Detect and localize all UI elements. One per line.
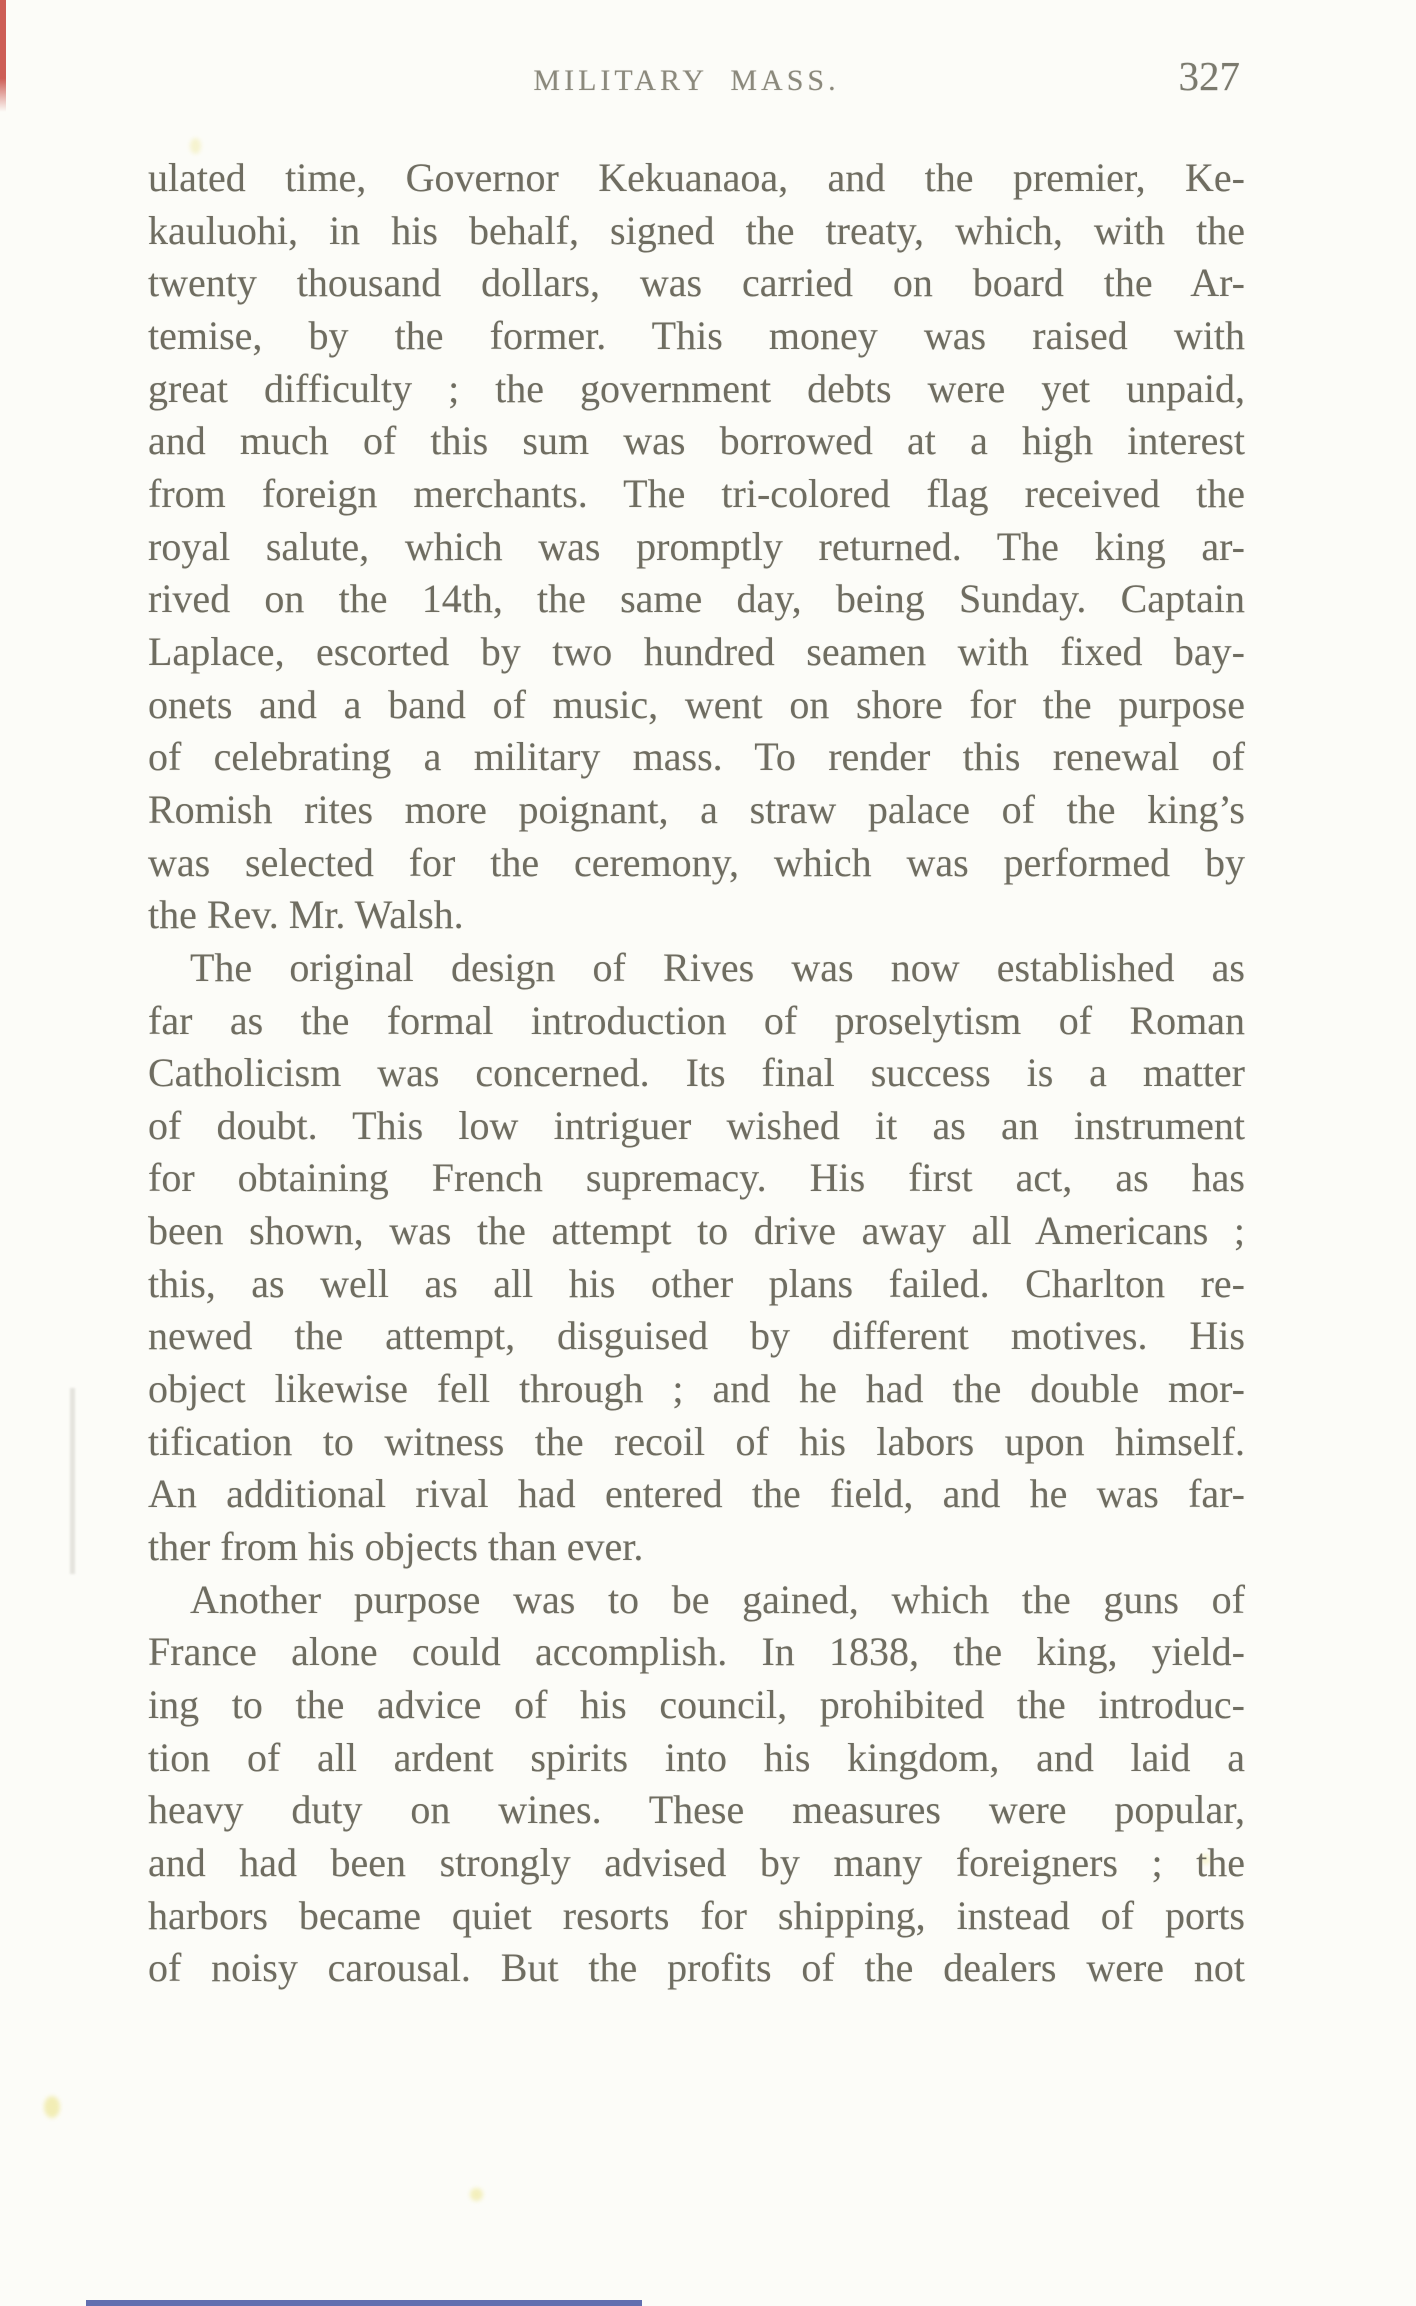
text-line: France alone could accomplish. In 1838, the king, yield- [148,1629,1245,1675]
text-line: Catholicism was concerned. Its final success is a matter [148,1050,1245,1096]
scan-speck [470,2188,483,2201]
page-number: 327 [1178,53,1240,99]
text-line: tification to witness the recoil of his labors upon himself. [148,1418,1245,1464]
text-line: onets and a band of music, went on shore for the purpose [148,681,1245,727]
text-line: and much of this sum was borrowed at a high interest [148,418,1245,464]
page-text-block [148,152,1245,1995]
text-line: object likewise fell through ; and he had the double mor- [148,1366,1245,1412]
text-line: Laplace, escorted by two hundred seamen with fixed bay- [148,628,1245,674]
text-line: ing to the advice of his council, prohibited the introduc- [148,1682,1245,1728]
paragraph [148,152,1245,942]
text-line: the Rev. Mr. Walsh. [148,892,464,938]
text-line: tion of all ardent spirits into his kingdom, and laid a [148,1734,1245,1780]
text-line: for obtaining French supremacy. His first act, as has [148,1155,1245,1201]
text-line: ulated time, Governor Kekuanaoa, and the premier, Ke- [148,155,1245,200]
text-line: heavy duty on wines. These measures were popular, [148,1787,1245,1833]
text-line: kauluohi, in his behalf, signed the treaty, which, with the [148,207,1245,253]
text-line: and had been strongly advised by many foreigners ; the [148,1840,1245,1885]
running-head-title: MILITARY MASS. [533,64,840,97]
text-line: of noisy carousal. But the profits of the dealers were not [148,1945,1245,1991]
text-line: was selected for the ceremony, which was performed by [148,839,1245,885]
text-line: great difficulty ; the government debts were yet unpaid, [148,365,1245,411]
text-line: ther from his objects than ever. [148,1524,644,1570]
text-line: temise, by the former. This money was raised with [148,312,1245,358]
scan-speck [44,2096,60,2118]
text-line: royal salute, which was promptly returned. The king ar- [148,523,1245,569]
scan-edge-blue-stripe [86,2300,642,2306]
text-line: rived on the 14th, the same day, being Sunday. Captain [148,576,1245,622]
text-line: The original design of Rives was now established as [190,944,1245,990]
text-line: twenty thousand dollars, was carried on board the Ar- [148,260,1245,306]
running-head [0,0,1416,120]
text-line: this, as well as all his other plans failed. Charlton re- [148,1260,1245,1306]
paragraph [148,942,1245,1574]
text-line: Romish rites more poignant, a straw palace of the king’s [148,786,1245,832]
text-line: An additional rival had entered the field, and he was far- [148,1471,1245,1517]
text-line: harbors became quiet resorts for shipping, instead of ports [148,1892,1245,1938]
text-line: been shown, was the attempt to drive away all Americans ; [148,1208,1245,1254]
text-line: from foreign merchants. The tri-colored flag received the [148,470,1245,516]
text-line: far as the formal introduction of proselytism of Roman [148,997,1245,1043]
text-line: of doubt. This low intriguer wished it as an instrument [148,1102,1245,1148]
text-line: of celebrating a military mass. To render this renewal of [148,734,1245,780]
scan-streak [70,1388,75,1574]
text-line: newed the attempt, disguised by different motives. His [148,1313,1245,1359]
text-line: Another purpose was to be gained, which the guns of [190,1576,1245,1622]
paragraph [148,1574,1245,1995]
